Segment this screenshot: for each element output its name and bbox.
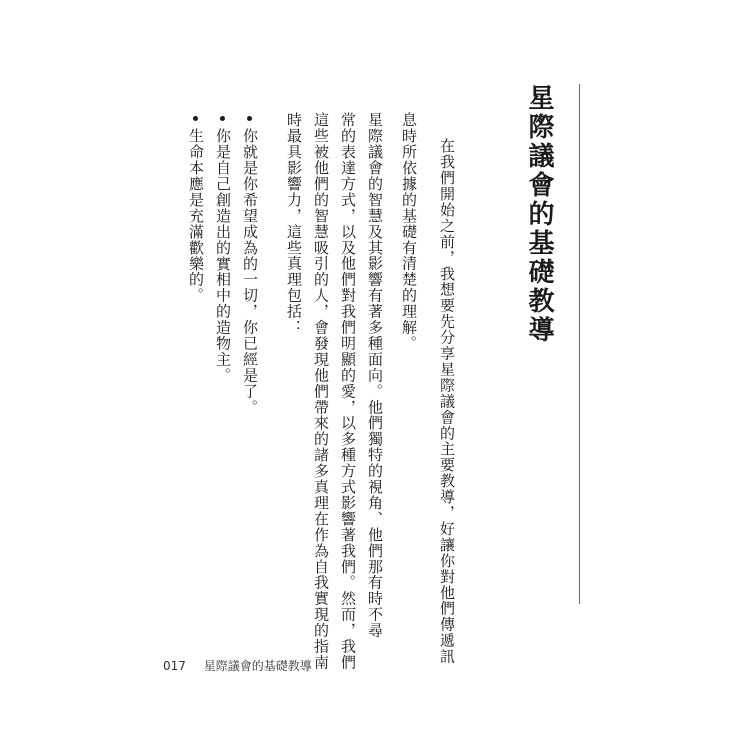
bullet-dot-icon	[247, 116, 252, 121]
chapter-title: 星際議會的基礎教導	[524, 84, 554, 345]
paragraph-2-column-3: 這些被他們的智慧吸引的人，會發現他們帶來的諸多真理在作為自我實現的指南	[312, 112, 330, 671]
bullet-item-2: 你是自己創造出的實相中的造物主。	[214, 128, 232, 384]
bullet-dot-icon	[220, 116, 225, 121]
paragraph-2-column-2: 常的表達方式，以及他們對我們明顯的愛，以多種方式影響著我們。然而，我們	[339, 112, 357, 671]
paragraph-1-column-2: 息時所依據的基礎有清楚的理解。	[400, 112, 418, 352]
page-footer	[163, 657, 312, 674]
bullet-dot-icon	[193, 116, 198, 121]
bullet-item-1: 你就是你希望成為的一切，你已經是了。	[241, 128, 259, 416]
bullet-item-3: 生命本應是充滿歡樂的。	[187, 128, 205, 304]
paragraph-2-column-4: 時最具影響力，這些真理包括：	[285, 112, 303, 336]
page-number: 017	[163, 659, 186, 673]
title-rule	[579, 84, 580, 604]
paragraph-2-column-1: 星際議會的智慧及其影響有著多種面向。他們獨特的視角、他們那有時不尋	[366, 112, 384, 639]
paragraph-1-column-1: 在我們開始之前，我想要先分享星際議會的主要教導，好讓你對他們傳遞訊	[438, 138, 456, 665]
running-title: 星際議會的基礎教導	[203, 659, 312, 673]
